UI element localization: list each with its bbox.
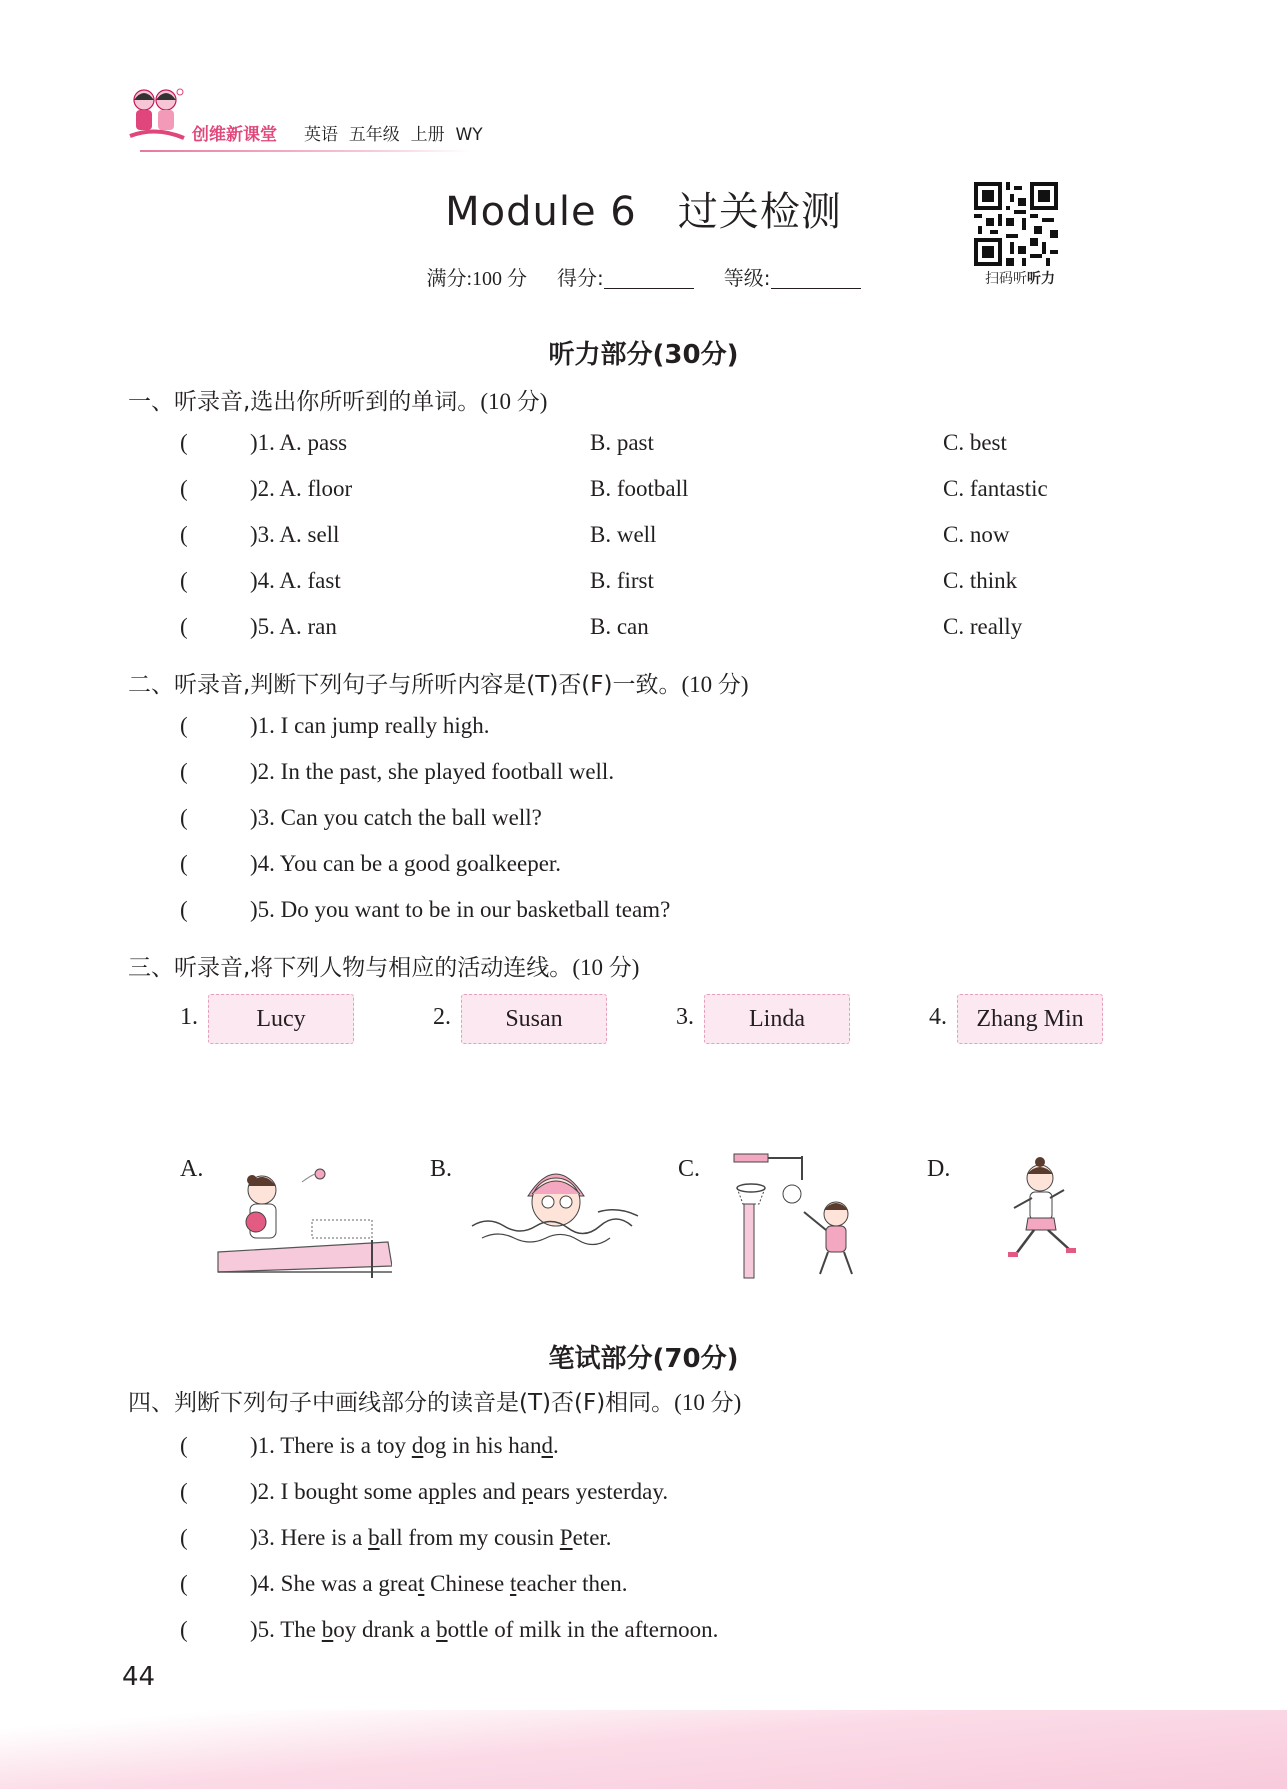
section2-title-text: 二、听录音,判断下列句子与所听内容是(T)否(F)一致。 — [128, 672, 682, 698]
option-b: B. football — [590, 476, 689, 501]
swimmer-icon[interactable] — [468, 1156, 646, 1256]
section1-title-text: 一、听录音,选出你所听到的单词。 — [128, 389, 481, 415]
answer-paren[interactable]: ( — [180, 1525, 188, 1550]
option-a: )4. A. fast — [250, 568, 341, 593]
underlined-sound: b — [436, 1617, 448, 1642]
page-number: 44 — [122, 1662, 156, 1692]
answer-paren[interactable]: ( — [180, 568, 188, 593]
picture-label-d: D. — [927, 1156, 951, 1182]
name-box[interactable]: Zhang Min — [957, 994, 1103, 1044]
option-c: C. really — [943, 614, 1023, 639]
basketball-girl-icon[interactable] — [724, 1150, 864, 1280]
section2-title — [128, 666, 749, 699]
name-number: 4. — [929, 1004, 947, 1030]
answer-paren[interactable]: ( — [180, 805, 188, 830]
book-info — [304, 120, 483, 145]
grade-level-blank[interactable] — [771, 268, 861, 289]
picture-label-b: B. — [430, 1156, 453, 1182]
table-tennis-girl-icon[interactable] — [212, 1160, 392, 1280]
section3-points: (10 分) — [572, 955, 640, 980]
option-c: C. fantastic — [943, 476, 1048, 501]
section4-points: (10 分) — [674, 1390, 742, 1415]
underlined-sound: p — [521, 1479, 533, 1504]
name-box[interactable]: Linda — [704, 994, 850, 1044]
section1-points: (10 分) — [480, 389, 548, 414]
full-score: 满分:100 分 — [426, 268, 528, 290]
footer-band — [0, 1710, 1287, 1789]
option-a: )1. A. pass — [250, 430, 348, 455]
name-number: 3. — [676, 1004, 694, 1030]
underlined-sound: t — [509, 1571, 517, 1596]
running-girl-icon[interactable] — [994, 1150, 1084, 1270]
statement-text: )1. I can jump really high. — [250, 713, 490, 738]
statement-text: )5. The boy drank a bottle of milk in the afternoon. — [250, 1617, 719, 1642]
option-b: B. past — [590, 430, 654, 455]
brand-name: 创维新课堂 — [192, 125, 277, 145]
underlined-sound: b — [368, 1525, 380, 1550]
picture-label-c: C. — [678, 1156, 701, 1182]
volume: 上册 — [410, 125, 445, 145]
header-rule — [140, 150, 470, 152]
section3-title — [128, 949, 639, 982]
writing-part-title: 笔试部分(70分) — [548, 1344, 739, 1374]
underlined-sound: b — [321, 1617, 334, 1642]
answer-paren[interactable]: ( — [180, 614, 188, 639]
statement-text: )5. Do you want to be in our basketball team? — [250, 897, 671, 922]
page-header — [126, 86, 526, 156]
option-c: C. now — [943, 522, 1010, 547]
grade-level-label: 等级: — [723, 266, 771, 290]
statement-text: )2. In the past, she played football well. — [250, 759, 615, 784]
option-c: C. think — [943, 568, 1018, 593]
edition: WY — [455, 125, 483, 145]
option-c: C. best — [943, 430, 1007, 455]
underlined-sound: d — [541, 1433, 554, 1458]
section4-title-text: 四、判断下列句子中画线部分的读音是(T)否(F)相同。 — [128, 1390, 675, 1416]
option-b: B. first — [590, 568, 654, 593]
picture-label-a: A. — [180, 1156, 204, 1182]
answer-paren[interactable]: ( — [180, 1479, 188, 1504]
answer-paren[interactable]: ( — [180, 713, 188, 738]
name-box[interactable]: Susan — [461, 994, 607, 1044]
option-b: B. can — [590, 614, 649, 639]
option-a: )3. A. sell — [250, 522, 340, 547]
name-number: 1. — [180, 1004, 198, 1030]
answer-paren[interactable]: ( — [180, 759, 188, 784]
answer-paren[interactable]: ( — [180, 476, 188, 501]
name-box[interactable]: Lucy — [208, 994, 354, 1044]
qr-caption-text: 扫码听 — [985, 271, 1027, 287]
subject: 英语 — [304, 125, 338, 145]
underlined-sound: p — [428, 1479, 440, 1504]
qr-caption-bold: 听力 — [1027, 271, 1055, 287]
underlined-sound: t — [417, 1571, 425, 1596]
qr-code-icon[interactable] — [974, 182, 1058, 266]
statement-text: )3. Here is a ball from my cousin Peter. — [250, 1525, 612, 1550]
statement-text: )3. Can you catch the ball well? — [250, 805, 542, 830]
option-b: B. well — [590, 522, 657, 547]
option-a: )2. A. floor — [250, 476, 353, 501]
answer-paren[interactable]: ( — [180, 1433, 188, 1458]
answer-paren[interactable]: ( — [180, 522, 188, 547]
option-a: )5. A. ran — [250, 614, 337, 639]
statement-text: )4. She was a great Chinese teacher then. — [250, 1571, 628, 1596]
section2-points: (10 分) — [681, 672, 749, 697]
kids-logo-icon — [126, 86, 188, 152]
statement-text: )4. You can be a good goalkeeper. — [250, 851, 562, 876]
section4-title — [128, 1384, 741, 1417]
statement-text: )1. There is a toy dog in his hand. — [250, 1433, 559, 1458]
section1-title — [128, 383, 547, 416]
underlined-sound: d — [411, 1433, 424, 1458]
score-line — [0, 262, 1287, 291]
section3-title-text: 三、听录音,将下列人物与相应的活动连线。 — [128, 955, 573, 981]
listening-part-title: 听力部分(30分) — [548, 340, 739, 370]
name-number: 2. — [433, 1004, 451, 1030]
answer-paren[interactable]: ( — [180, 897, 188, 922]
answer-paren[interactable]: ( — [180, 1617, 188, 1642]
answer-paren[interactable]: ( — [180, 851, 188, 876]
statement-text: )2. I bought some apples and pears yesterday. — [250, 1479, 669, 1504]
grade: 五年级 — [348, 125, 400, 145]
answer-paren[interactable]: ( — [180, 430, 188, 455]
answer-paren[interactable]: ( — [180, 1571, 188, 1596]
score-blank[interactable] — [604, 268, 694, 289]
qr-caption — [960, 268, 1080, 288]
underlined-sound: P — [559, 1525, 573, 1550]
score-label: 得分: — [557, 266, 604, 290]
page-title: Module 6 过关检测 — [445, 189, 842, 235]
